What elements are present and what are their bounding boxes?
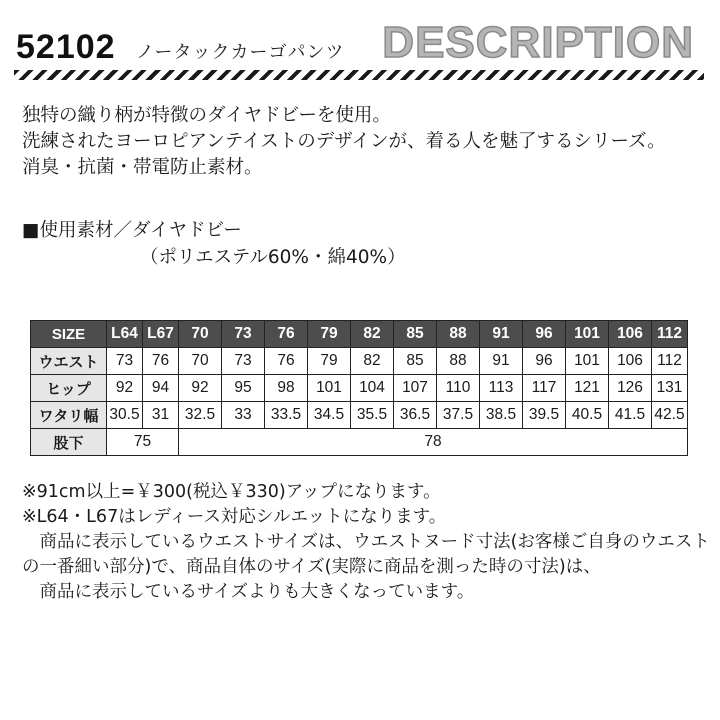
row-label: ウエスト [31, 348, 107, 375]
inseam-ladies-cell: 75 [107, 429, 179, 456]
table-cell: 33 [222, 402, 265, 429]
table-row-inseam [31, 429, 688, 456]
table-cell: 73 [107, 348, 143, 375]
size-header-cell: 106 [609, 321, 652, 348]
table-cell: 82 [351, 348, 394, 375]
table-cell: 112 [652, 348, 688, 375]
size-header-cell: 73 [222, 321, 265, 348]
table-cell: 76 [143, 348, 179, 375]
table-cell: 30.5 [107, 402, 143, 429]
size-header-cell: 85 [394, 321, 437, 348]
inseam-mens-cell: 78 [179, 429, 688, 456]
size-header-cell: L67 [143, 321, 179, 348]
table-cell: 40.5 [566, 402, 609, 429]
header-stripe-divider [14, 70, 704, 80]
table-cell: 101 [566, 348, 609, 375]
material-composition: （ポリエステル60%・綿40%） [140, 247, 406, 268]
table-cell: 107 [394, 375, 437, 402]
note-line: ※91cm以上=￥300(税込￥330)アップになります。 [22, 482, 441, 502]
table-cell: 85 [394, 348, 437, 375]
description-line: 消臭・抗菌・帯電防止素材。 [22, 157, 263, 178]
product-name: ノータックカーゴパンツ [136, 42, 345, 63]
table-cell: 88 [437, 348, 480, 375]
table-cell: 42.5 [652, 402, 688, 429]
table-cell: 70 [179, 348, 222, 375]
product-code: 52102 [16, 28, 116, 66]
note-line: ※L64・L67はレディース対応シルエットになります。 [22, 507, 447, 527]
size-header-cell: 82 [351, 321, 394, 348]
size-table [30, 320, 688, 456]
size-header-cell: L64 [107, 321, 143, 348]
table-cell: 76 [265, 348, 308, 375]
table-cell: 121 [566, 375, 609, 402]
size-header-row [31, 321, 688, 348]
description-line: 独特の織り柄が特徴のダイヤドビーを使用。 [22, 105, 391, 126]
table-cell: 110 [437, 375, 480, 402]
table-row [31, 402, 688, 429]
table-cell: 94 [143, 375, 179, 402]
table-row [31, 375, 688, 402]
table-cell: 37.5 [437, 402, 480, 429]
table-cell: 117 [523, 375, 566, 402]
table-cell: 39.5 [523, 402, 566, 429]
table-cell: 113 [480, 375, 523, 402]
table-cell: 106 [609, 348, 652, 375]
table-cell: 33.5 [265, 402, 308, 429]
row-label: ヒップ [31, 375, 107, 402]
row-label: 股下 [31, 429, 107, 456]
size-header-cell: 101 [566, 321, 609, 348]
size-header-cell: 79 [308, 321, 351, 348]
size-header-label: SIZE [31, 321, 107, 348]
size-header-cell: 91 [480, 321, 523, 348]
table-cell: 92 [179, 375, 222, 402]
section-title: DESCRIPTION [382, 18, 694, 67]
table-cell: 91 [480, 348, 523, 375]
table-cell: 36.5 [394, 402, 437, 429]
table-cell: 35.5 [351, 402, 394, 429]
size-header-cell: 112 [652, 321, 688, 348]
note-line: の一番細い部分)で、商品自体のサイズ(実際に商品を測った時の寸法)は、 [22, 557, 601, 577]
size-header-cell: 70 [179, 321, 222, 348]
size-header-cell: 88 [437, 321, 480, 348]
description-line: 洗練されたヨーロピアンテイストのデザインが、着る人を魅了するシリーズ。 [22, 131, 666, 152]
table-cell: 79 [308, 348, 351, 375]
table-cell: 38.5 [480, 402, 523, 429]
table-cell: 31 [143, 402, 179, 429]
note-line: 商品に表示しているウエストサイズは、ウエストヌード寸法(お客様ご自身のウエスト [22, 532, 710, 552]
size-header-cell: 96 [523, 321, 566, 348]
table-cell: 34.5 [308, 402, 351, 429]
table-cell: 41.5 [609, 402, 652, 429]
table-cell: 126 [609, 375, 652, 402]
table-cell: 101 [308, 375, 351, 402]
table-cell: 32.5 [179, 402, 222, 429]
row-label: ワタリ幅 [31, 402, 107, 429]
size-header-cell: 76 [265, 321, 308, 348]
note-line: 商品に表示しているサイズよりも大きくなっています。 [22, 582, 475, 602]
table-cell: 73 [222, 348, 265, 375]
table-row [31, 348, 688, 375]
table-cell: 98 [265, 375, 308, 402]
table-cell: 131 [652, 375, 688, 402]
table-cell: 95 [222, 375, 265, 402]
table-cell: 104 [351, 375, 394, 402]
table-cell: 96 [523, 348, 566, 375]
table-cell: 92 [107, 375, 143, 402]
material-line: ■使用素材／ダイヤドビー [22, 220, 242, 241]
